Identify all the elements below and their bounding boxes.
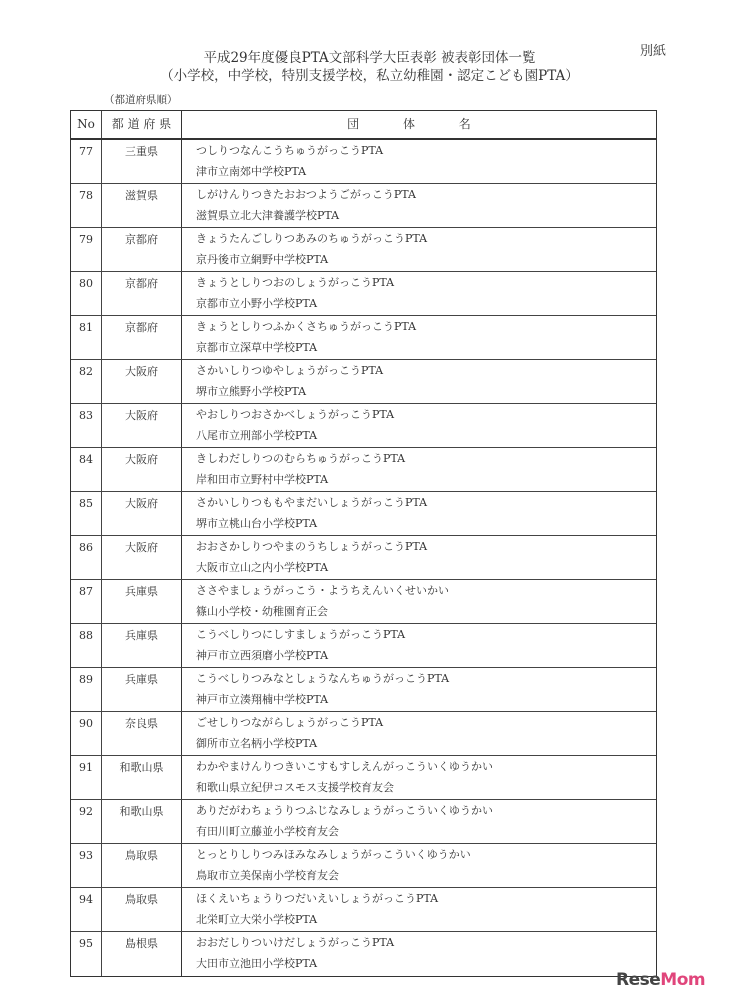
row-reading: さかいしりつゆやしょうがっこうPTA bbox=[196, 364, 384, 377]
row-name: 鳥取市立美保南小学校育友会 bbox=[196, 869, 339, 882]
header-prefecture: 都 道 府 県 bbox=[102, 111, 182, 138]
row-reading: ささやましょうがっこう・ようちえんいくせいかい bbox=[196, 584, 449, 597]
table-row bbox=[71, 140, 656, 184]
table-row bbox=[71, 624, 656, 668]
row-reading: わかやまけんりつきいこすもすしえんがっこういくゆうかい bbox=[196, 760, 493, 773]
row-no: 83 bbox=[71, 404, 102, 447]
row-name: 北栄町立大栄小学校PTA bbox=[196, 913, 318, 926]
table-row bbox=[71, 668, 656, 712]
title-line-2: （小学校，中学校，特別支援学校，私立幼稚園・認定こども園PTA） bbox=[160, 68, 579, 84]
row-name: 大田市立池田小学校PTA bbox=[196, 957, 318, 970]
row-name: 京都市立深草中学校PTA bbox=[196, 341, 318, 354]
table-row bbox=[71, 888, 656, 932]
row-prefecture: 大阪府 bbox=[102, 360, 182, 403]
row-prefecture: 大阪府 bbox=[102, 536, 182, 579]
row-name-cell bbox=[182, 888, 656, 931]
row-no: 82 bbox=[71, 360, 102, 403]
row-name: 堺市立桃山台小学校PTA bbox=[196, 517, 318, 530]
row-reading: しがけんりつきたおおつようごがっこうPTA bbox=[196, 188, 416, 201]
table-row bbox=[71, 316, 656, 360]
row-reading: きしわだしりつのむらちゅうがっこうPTA bbox=[196, 452, 406, 465]
row-name-cell bbox=[182, 272, 656, 315]
row-name-cell bbox=[182, 580, 656, 623]
row-prefecture: 奈良県 bbox=[102, 712, 182, 755]
row-no: 93 bbox=[71, 844, 102, 887]
row-name: 大阪市立山之内小学校PTA bbox=[196, 561, 329, 574]
table-header bbox=[71, 111, 656, 140]
row-reading: つしりつなんこうちゅうがっこうPTA bbox=[196, 144, 384, 157]
row-reading: ほくえいちょうりつだいえいしょうがっこうPTA bbox=[196, 892, 439, 905]
row-reading: きょうとしりつふかくさちゅうがっこうPTA bbox=[196, 320, 417, 333]
row-name-cell bbox=[182, 228, 656, 271]
row-prefecture: 京都府 bbox=[102, 316, 182, 359]
row-no: 88 bbox=[71, 624, 102, 667]
table-row bbox=[71, 844, 656, 888]
row-prefecture: 兵庫県 bbox=[102, 624, 182, 667]
row-no: 87 bbox=[71, 580, 102, 623]
table-row bbox=[71, 404, 656, 448]
row-reading: やおしりつおさかべしょうがっこうPTA bbox=[196, 408, 395, 421]
row-name-cell bbox=[182, 624, 656, 667]
row-prefecture: 兵庫県 bbox=[102, 668, 182, 711]
table-row bbox=[71, 272, 656, 316]
row-name-cell bbox=[182, 140, 656, 183]
row-name-cell bbox=[182, 316, 656, 359]
row-name: 京丹後市立網野中学校PTA bbox=[196, 253, 329, 266]
row-name: 津市立南郊中学校PTA bbox=[196, 165, 307, 178]
resemom-watermark: ReseMom bbox=[616, 970, 706, 990]
row-no: 95 bbox=[71, 932, 102, 976]
row-no: 77 bbox=[71, 140, 102, 183]
title-line-1: 平成29年度優良PTA文部科学大臣表彰 被表彰団体一覧 bbox=[203, 50, 536, 66]
table-row bbox=[71, 932, 656, 976]
table-row bbox=[71, 492, 656, 536]
row-name-cell bbox=[182, 404, 656, 447]
row-prefecture: 三重県 bbox=[102, 140, 182, 183]
row-prefecture: 大阪府 bbox=[102, 404, 182, 447]
table-row bbox=[71, 800, 656, 844]
row-name-cell bbox=[182, 668, 656, 711]
row-name-cell bbox=[182, 184, 656, 227]
table-row bbox=[71, 360, 656, 404]
row-reading: こうべしりつにしすましょうがっこうPTA bbox=[196, 628, 406, 641]
row-reading: きょうとしりつおのしょうがっこうPTA bbox=[196, 276, 395, 289]
annex-label: 別紙 bbox=[640, 44, 667, 59]
table-row bbox=[71, 580, 656, 624]
row-name: 堺市立熊野小学校PTA bbox=[196, 385, 307, 398]
row-name: 篠山小学校・幼稚園育正会 bbox=[196, 605, 328, 618]
row-prefecture: 島根県 bbox=[102, 932, 182, 976]
row-name-cell bbox=[182, 756, 656, 799]
row-name-cell bbox=[182, 536, 656, 579]
row-name-cell bbox=[182, 800, 656, 843]
row-name: 有田川町立藤並小学校育友会 bbox=[196, 825, 339, 838]
row-reading: さかいしりつももやまだいしょうがっこうPTA bbox=[196, 496, 428, 509]
row-name: 岸和田市立野村中学校PTA bbox=[196, 473, 329, 486]
row-no: 91 bbox=[71, 756, 102, 799]
row-prefecture: 京都府 bbox=[102, 272, 182, 315]
row-name-cell bbox=[182, 360, 656, 403]
row-reading: おおだしりついけだしょうがっこうPTA bbox=[196, 936, 395, 949]
row-no: 80 bbox=[71, 272, 102, 315]
row-prefecture: 和歌山県 bbox=[102, 756, 182, 799]
row-prefecture: 大阪府 bbox=[102, 448, 182, 491]
row-reading: きょうたんごしりつあみのちゅうがっこうPTA bbox=[196, 232, 428, 245]
row-name-cell bbox=[182, 712, 656, 755]
row-name-cell bbox=[182, 492, 656, 535]
row-prefecture: 大阪府 bbox=[102, 492, 182, 535]
row-no: 78 bbox=[71, 184, 102, 227]
row-no: 85 bbox=[71, 492, 102, 535]
row-reading: とっとりしりつみほみなみしょうがっこういくゆうかい bbox=[196, 848, 471, 861]
row-no: 92 bbox=[71, 800, 102, 843]
row-prefecture: 滋賀県 bbox=[102, 184, 182, 227]
row-name-cell bbox=[182, 844, 656, 887]
row-reading: ごせしりつながらしょうがっこうPTA bbox=[196, 716, 384, 729]
table-row bbox=[71, 536, 656, 580]
row-reading: こうべしりつみなとしょうなんちゅうがっこうPTA bbox=[196, 672, 450, 685]
row-name: 神戸市立西須磨小学校PTA bbox=[196, 649, 329, 662]
header-no: No bbox=[71, 111, 102, 138]
awardee-table bbox=[70, 110, 657, 977]
table-row bbox=[71, 184, 656, 228]
row-no: 79 bbox=[71, 228, 102, 271]
row-prefecture: 鳥取県 bbox=[102, 844, 182, 887]
table-row bbox=[71, 712, 656, 756]
row-no: 84 bbox=[71, 448, 102, 491]
row-name: 京都市立小野小学校PTA bbox=[196, 297, 318, 310]
table-row bbox=[71, 756, 656, 800]
row-name-cell bbox=[182, 448, 656, 491]
row-prefecture: 兵庫県 bbox=[102, 580, 182, 623]
table-row bbox=[71, 448, 656, 492]
row-no: 90 bbox=[71, 712, 102, 755]
row-name: 和歌山県立紀伊コスモス支援学校育友会 bbox=[196, 781, 394, 794]
row-prefecture: 和歌山県 bbox=[102, 800, 182, 843]
row-name: 滋賀県立北大津養護学校PTA bbox=[196, 209, 340, 222]
order-note: （都道府県順） bbox=[104, 94, 178, 106]
row-reading: ありだがわちょうりつふじなみしょうがっこういくゆうかい bbox=[196, 804, 493, 817]
row-name: 神戸市立湊翔楠中学校PTA bbox=[196, 693, 329, 706]
row-prefecture: 鳥取県 bbox=[102, 888, 182, 931]
row-prefecture: 京都府 bbox=[102, 228, 182, 271]
row-name: 八尾市立刑部小学校PTA bbox=[196, 429, 318, 442]
row-name: 御所市立名柄小学校PTA bbox=[196, 737, 318, 750]
row-no: 94 bbox=[71, 888, 102, 931]
header-name: 団 体 名 bbox=[347, 117, 491, 131]
row-no: 81 bbox=[71, 316, 102, 359]
row-reading: おおさかしりつやまのうちしょうがっこうPTA bbox=[196, 540, 428, 553]
row-no: 86 bbox=[71, 536, 102, 579]
row-name-cell bbox=[182, 932, 656, 976]
table-row bbox=[71, 228, 656, 272]
row-no: 89 bbox=[71, 668, 102, 711]
